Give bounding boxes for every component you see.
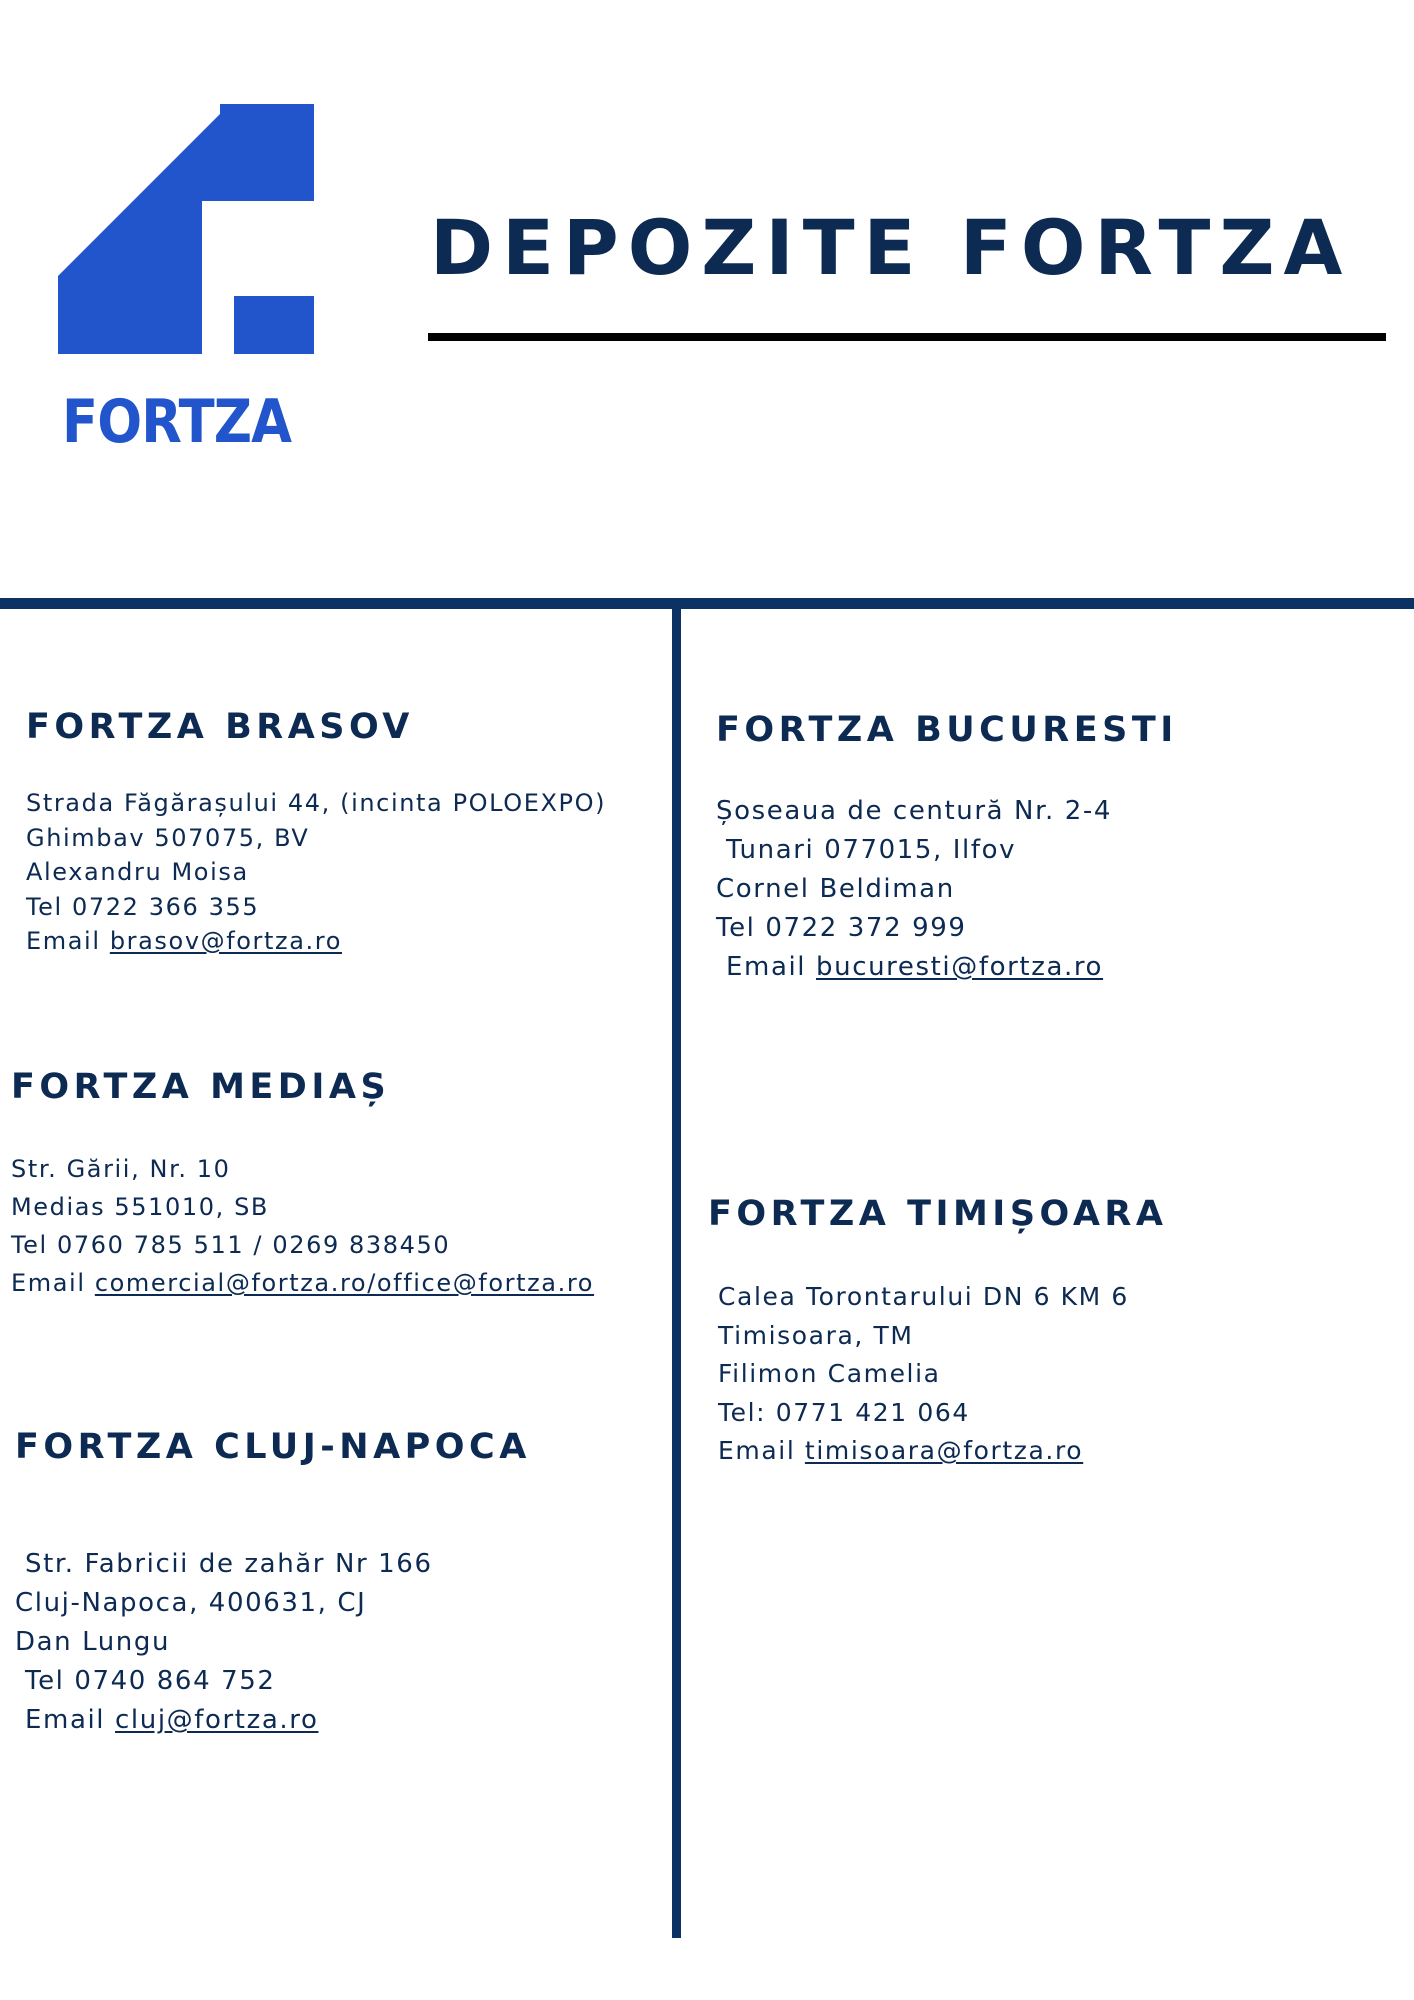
- phone-number: Tel 0740 864 752: [25, 1666, 276, 1696]
- office-details: [15, 1545, 433, 1740]
- fortza-logo: [58, 104, 314, 460]
- email-label: Email: [25, 1705, 106, 1735]
- email-label: Email: [718, 1436, 796, 1465]
- address-line-2: Timisoara, TM: [718, 1320, 914, 1350]
- office-name: FORTZA CLUJ-NAPOCA: [15, 1427, 531, 1467]
- office-timisoara: [708, 1194, 1168, 1465]
- office-name: FORTZA MEDIAȘ: [11, 1067, 391, 1107]
- phone-number: Tel: 0771 421 064: [718, 1397, 970, 1427]
- email-link[interactable]: brasov@fortza.ro: [109, 927, 342, 955]
- title-underline: [428, 333, 1386, 341]
- contact-person: Cornel Beldiman: [716, 874, 955, 904]
- office-medias: [11, 1067, 595, 1297]
- office-details: [716, 792, 1112, 987]
- address-line-1: Șoseaua de centură Nr. 2-4: [716, 796, 1113, 826]
- phone-number: Tel 0722 366 355: [26, 892, 260, 921]
- office-name: FORTZA BUCURESTI: [716, 710, 1178, 750]
- email-label: Email: [726, 952, 807, 982]
- office-name: FORTZA TIMIȘOARA: [708, 1194, 1168, 1234]
- vertical-divider: [672, 608, 681, 1938]
- address-line-1: Str. Gării, Nr. 10: [11, 1155, 231, 1183]
- contact-person: Alexandru Moisa: [26, 858, 249, 886]
- email-row: [716, 948, 1112, 987]
- contact-person: Dan Lungu: [15, 1627, 171, 1657]
- office-bucuresti: [716, 710, 1178, 982]
- contact-person: Filimon Camelia: [718, 1359, 941, 1388]
- office-details: [718, 1278, 1129, 1471]
- address-line-1: Str. Fabricii de zahăr Nr 166: [25, 1549, 433, 1579]
- email-link[interactable]: timisoara@fortza.ro: [804, 1436, 1084, 1465]
- office-cluj: [15, 1427, 531, 1735]
- fortza-logo-mark-icon: [58, 104, 314, 354]
- email-link[interactable]: comercial@fortza.ro/office@fortza.ro: [94, 1269, 595, 1297]
- office-details: [26, 786, 606, 959]
- page-title: DEPOZITE FORTZA: [430, 203, 1352, 292]
- email-row: [15, 1701, 433, 1740]
- email-label: Email: [26, 927, 101, 955]
- email-row: [26, 924, 606, 959]
- phone-number: Tel 0760 785 511 / 0269 838450: [11, 1231, 451, 1259]
- address-line-2: Cluj-Napoca, 400631, CJ: [15, 1588, 367, 1618]
- address-line-1: Calea Torontarului DN 6 KM 6: [718, 1282, 1129, 1311]
- logo-wordmark: FORTZA: [62, 387, 292, 457]
- email-row: [718, 1432, 1129, 1471]
- address-line-1: Strada Făgărașului 44, (incinta POLOEXPO): [26, 789, 607, 817]
- address-line-2: Ghimbav 507075, BV: [26, 823, 310, 852]
- office-brasov: [26, 707, 607, 955]
- email-label: Email: [11, 1269, 86, 1297]
- office-name: FORTZA BRASOV: [26, 707, 414, 747]
- email-link[interactable]: bucuresti@fortza.ro: [816, 952, 1104, 982]
- address-line-2: Medias 551010, SB: [11, 1193, 269, 1221]
- horizontal-divider: [0, 598, 1414, 609]
- office-details: [11, 1150, 594, 1302]
- email-link[interactable]: cluj@fortza.ro: [115, 1705, 319, 1735]
- email-row: [11, 1264, 594, 1302]
- address-line-2: Tunari 077015, Ilfov: [726, 835, 1017, 865]
- phone-number: Tel 0722 372 999: [716, 913, 967, 943]
